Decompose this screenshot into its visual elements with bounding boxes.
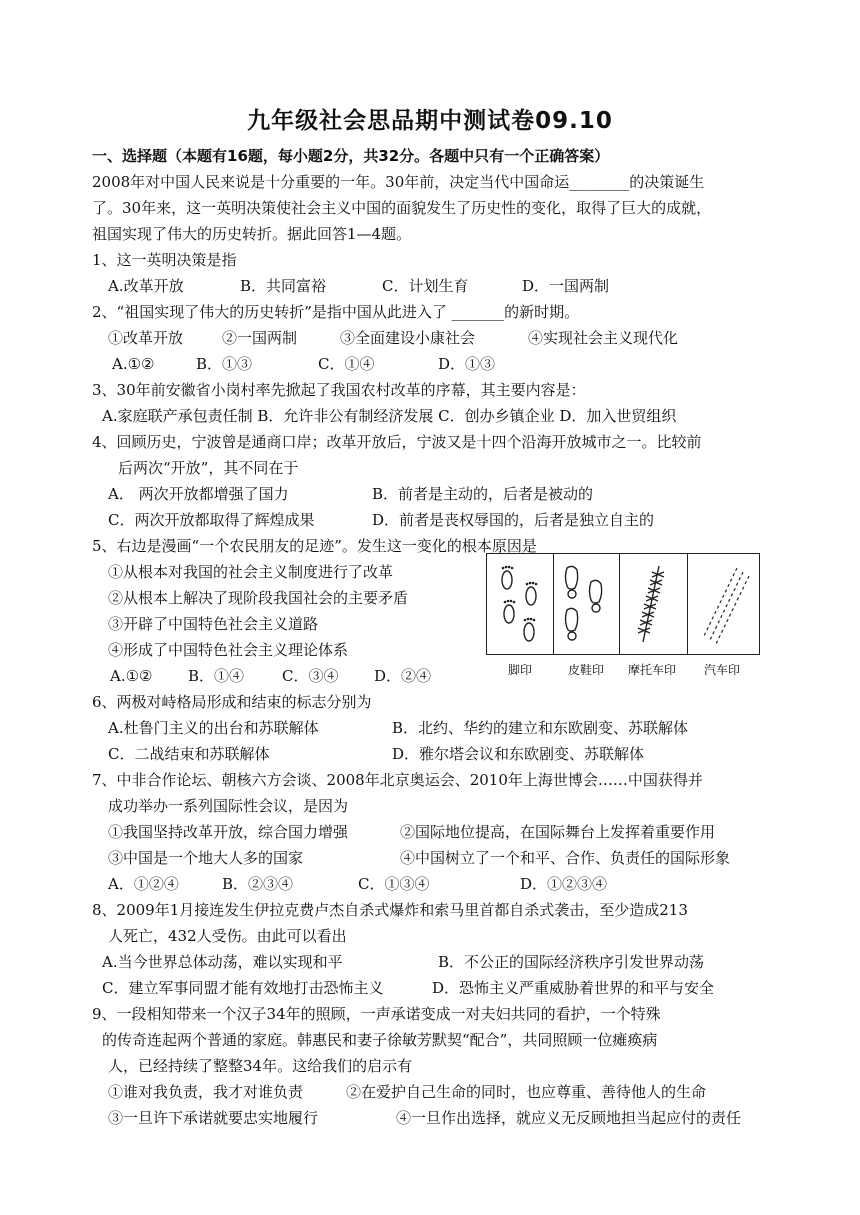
q9-item-4: ④一旦作出选择，就应义无反顾地担当起应付的责任: [396, 1109, 742, 1127]
caption-shoe-prints: 皮鞋印: [567, 663, 604, 677]
q9-stem-line-2: 的传奇连起两个普通的家庭。韩惠民和妻子徐敏芳默契“配合”，共同照顾一位瘫痪病: [102, 1031, 658, 1049]
q7-option-d: D．①②③④: [520, 875, 608, 893]
q2-item-2: ②一国两制: [222, 329, 298, 347]
q2-item-4: ④实现社会主义现代化: [528, 329, 679, 347]
q8-option-c: C．建立军事同盟才能有效地打击恐怖主义: [102, 979, 384, 997]
q4-option-b: B．前者是主动的，后者是被动的: [372, 485, 594, 503]
section-header: 一、选择题（本题有16题，每小题2分，共32分。各题中只有一个正确答案）: [92, 147, 610, 165]
q8-stem-line-2: 人死亡，432人受伤。由此可以看出: [108, 927, 347, 945]
q8-stem-line-1: 8、2009年1月接连发生伊拉克费卢杰自杀式爆炸和索马里首都自杀式袭击，至少造成213: [92, 901, 688, 919]
intro-line-3: 祖国实现了伟大的历史转折。据此回答1—4题。: [92, 225, 412, 243]
bare-footprint-icon: [487, 554, 553, 654]
caption-car-tracks: 汽车印: [703, 663, 740, 677]
q9-item-2: ②在爱护自己生命的同时，也应尊重、善待他人的生命: [346, 1083, 707, 1101]
q5-option-a: A.①②: [110, 667, 153, 685]
q2-option-d: D．①③: [438, 355, 496, 373]
q3-options: A.家庭联产承包责任制 B．允许非公有制经济发展 C．创办乡镇企业 D．加入世贸组织: [102, 407, 677, 425]
q7-item-4: ④中国树立了一个和平、合作、负责任的国际形象: [400, 849, 731, 867]
q5-stem: 5、右边是漫画“一个农民朋友的足迹”。发生这一变化的根本原因是: [92, 537, 537, 555]
intro-line-2: 了。30年来，这一英明决策使社会主义中国的面貌发生了历史性的变化，取得了巨大的成就，: [92, 199, 712, 217]
q7-option-b: B．②③④: [222, 875, 294, 893]
panel-car-tracks: [687, 554, 759, 654]
q4-option-c: C．两次开放都取得了辉煌成果: [108, 511, 315, 529]
q3-stem: 3、30年前安徽省小岗村率先掀起了我国农村改革的序幕，其主要内容是：: [92, 381, 586, 399]
panel-motorcycle-track: [619, 554, 688, 654]
q9-item-1: ①谁对我负责，我才对谁负责: [108, 1083, 304, 1101]
q1-option-b: B．共同富裕: [240, 277, 327, 295]
q7-stem-line-2: 成功举办一系列国际性会议，是因为: [108, 797, 349, 815]
q5-item-3: ③开辟了中国特色社会主义道路: [108, 615, 319, 633]
q1-option-c: C．计划生育: [382, 277, 469, 295]
q6-option-c: C．二战结束和苏联解体: [108, 745, 270, 763]
q6-option-d: D．雅尔塔会议和东欧剧变、苏联解体: [392, 745, 645, 763]
q2-option-b: B．①③: [196, 355, 253, 373]
q7-item-3: ③中国是一个地大人多的国家: [108, 849, 304, 867]
q2-option-a: A.①②: [112, 355, 155, 373]
q2-option-c: C．①④: [318, 355, 375, 373]
q9-stem-line-3: 人，已经持续了整整34年。这给我们的启示有: [108, 1057, 413, 1075]
q6-option-b: B．北约、华约的建立和东欧剧变、苏联解体: [392, 719, 689, 737]
q1-option-d: D．一国两制: [522, 277, 610, 295]
q4-stem-line-2: 后两次“开放”，其不同在于: [118, 459, 299, 477]
intro-line-1: 2008年对中国人民来说是十分重要的一年。30年前，决定当代中国命运________的决策诞生: [92, 173, 705, 191]
caption-motorcycle-track: 摩托车印: [627, 663, 676, 677]
page-title: 九年级社会思品期中测试卷09.10: [247, 108, 613, 134]
cartoon-frame: [486, 553, 760, 655]
q8-option-b: B．不公正的国际经济秩序引发世界动荡: [438, 953, 705, 971]
panel-shoe-prints: [553, 554, 620, 654]
q5-item-4: ④形成了中国特色社会主义理论体系: [108, 641, 349, 659]
q6-stem: 6、两极对峙格局形成和结束的标志分别为: [92, 693, 372, 711]
q4-option-a: A． 两次开放都增强了国力: [108, 485, 289, 503]
q5-item-1: ①从根本对我国的社会主义制度进行了改革: [108, 563, 394, 581]
q7-option-a: A．①②④: [108, 875, 179, 893]
q4-option-d: D．前者是丧权辱国的，后者是独立自主的: [372, 511, 655, 529]
q8-option-d: D．恐怖主义严重威胁着世界的和平与安全: [432, 979, 715, 997]
q7-option-c: C．①③④: [358, 875, 430, 893]
q7-stem-line-1: 7、中非合作论坛、朝核六方会谈、2008年北京奥运会、2010年上海世博会……中国获得并: [92, 771, 703, 789]
q2-item-1: ①改革开放: [108, 329, 184, 347]
q2-item-3: ③全面建设小康社会: [340, 329, 476, 347]
footprints-cartoon: [486, 553, 760, 689]
q7-item-2: ②国际地位提高，在国际舞台上发挥着重要作用: [400, 823, 716, 841]
q8-option-a: A.当今世界总体动荡，难以实现和平: [102, 953, 343, 971]
q5-option-b: B．①④: [188, 667, 245, 685]
q5-item-2: ②从根本上解决了现阶段我国社会的主要矛盾: [108, 589, 409, 607]
q5-option-d: D．②④: [374, 667, 432, 685]
panel-bare-footprints: [487, 554, 554, 654]
q1-stem: 1、这一英明决策是指: [92, 251, 237, 269]
car-track-icon: [687, 554, 759, 654]
caption-bare-footprints: 脚印: [507, 663, 532, 677]
motorcycle-track-icon: [619, 554, 687, 654]
shoe-print-icon: [553, 554, 619, 654]
q1-option-a: A.改革开放: [108, 277, 184, 295]
q5-option-c: C．③④: [282, 667, 339, 685]
q9-stem-line-1: 9、一段相知带来一个汉子34年的照顾，一声承诺变成一对夫妇共同的看护，一个特殊: [92, 1005, 661, 1023]
q9-item-3: ③一旦许下承诺就要忠实地履行: [108, 1109, 319, 1127]
q7-item-1: ①我国坚持改革开放，综合国力增强: [108, 823, 349, 841]
q6-option-a: A.杜鲁门主义的出台和苏联解体: [108, 719, 319, 737]
q2-stem: 2、“祖国实现了伟大的历史转折”是指中国从此进入了 _______的新时期。: [92, 303, 580, 321]
q4-stem-line-1: 4、回顾历史，宁波曾是通商口岸；改革开放后，宁波又是十四个沿海开放城市之一。比较前: [92, 433, 702, 451]
